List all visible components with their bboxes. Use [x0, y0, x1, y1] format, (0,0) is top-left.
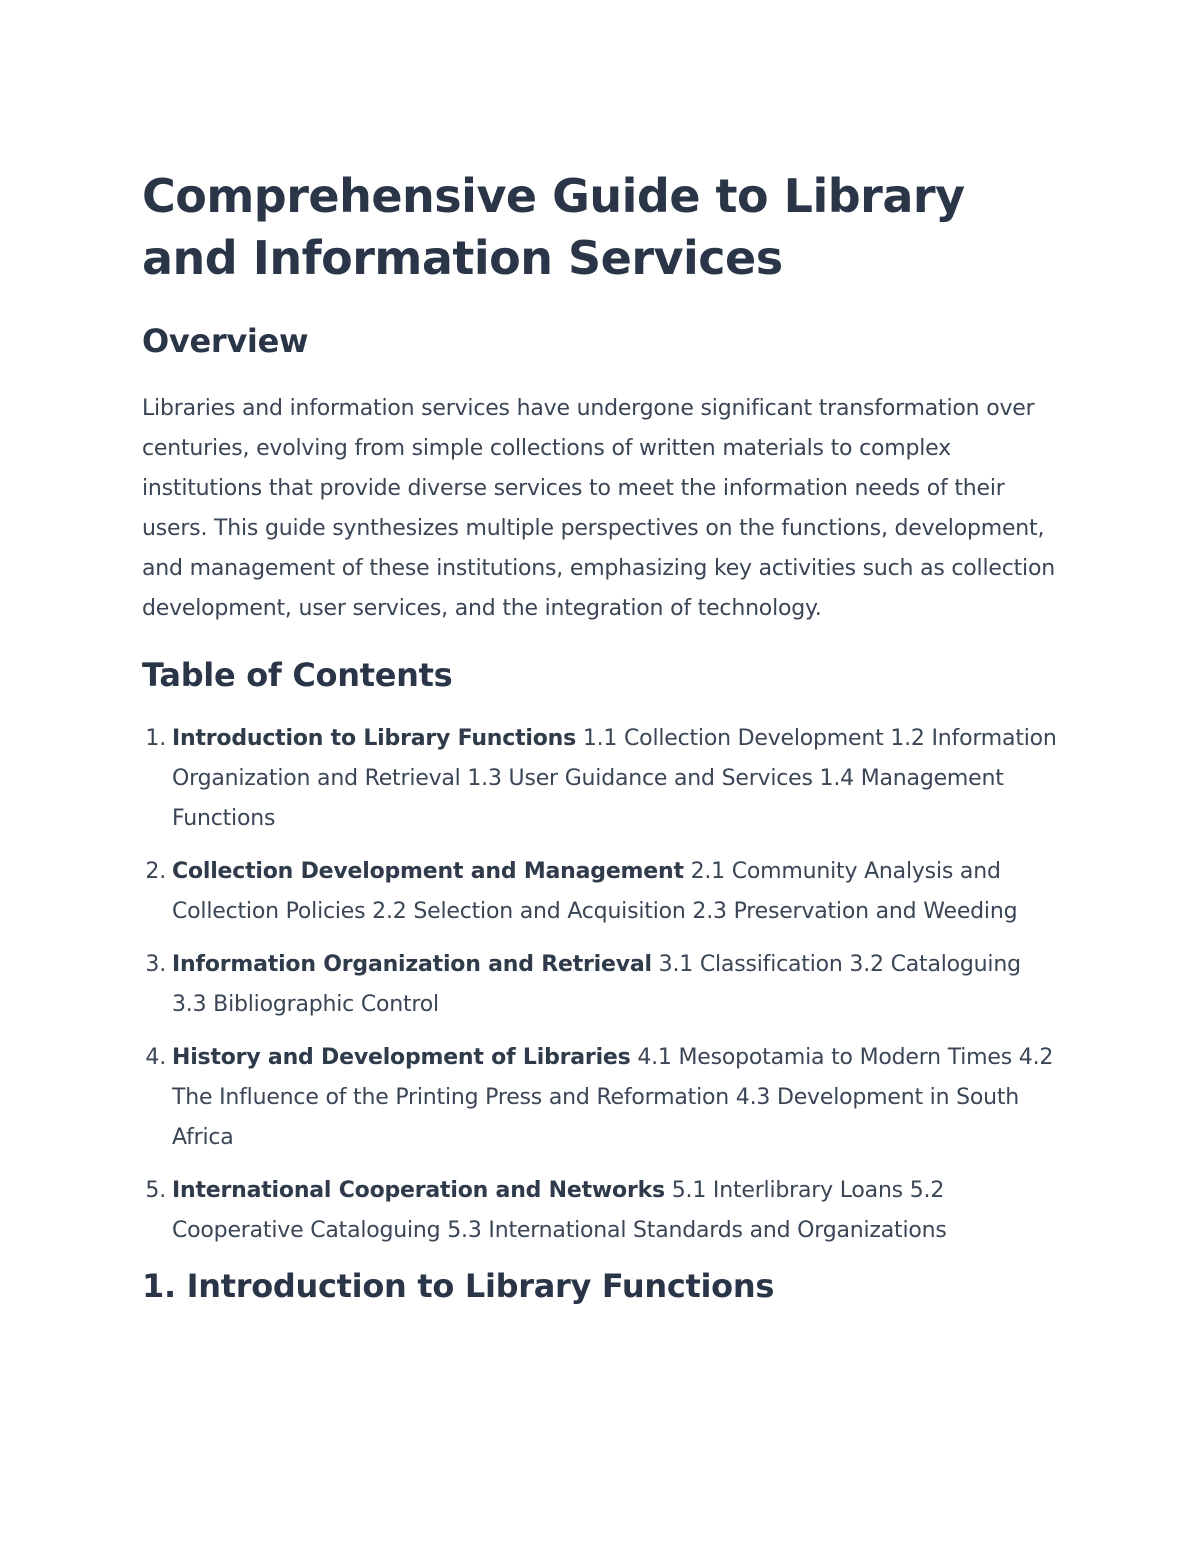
toc-item-subsections: 3.1 Classification 3.2 Cataloguing 3.3 Bibliographic Control [172, 952, 1021, 1017]
toc-item-4 [142, 1038, 1062, 1158]
toc-item-number: 4. [145, 1045, 166, 1070]
toc-item-subsections: 4.1 Mesopotamia to Modern Times 4.2 The Influence of the Printing Press and Reformation 4.3 Development in South Africa [172, 1045, 1054, 1150]
toc-heading: Table of Contents [142, 656, 453, 694]
toc-item-number: 2. [145, 859, 166, 884]
toc-item-1 [142, 719, 1062, 839]
toc-item-number: 3. [145, 952, 166, 977]
document-title: Comprehensive Guide to Library and Information Services [142, 169, 965, 285]
chapter-heading: 1. Introduction to Library Functions [142, 1267, 775, 1305]
toc-item-subsections: 2.1 Community Analysis and Collection Policies 2.2 Selection and Acquisition 2.3 Preservation and Weeding [172, 859, 1018, 924]
toc-item-title: International Cooperation and Networks [172, 1178, 665, 1203]
toc-item-number: 5. [145, 1178, 166, 1203]
toc-item-number: 1. [145, 726, 166, 751]
toc-item-title: Collection Development and Management [172, 859, 684, 884]
toc-item-subsections: 5.1 Interlibrary Loans 5.2 Cooperative Cataloguing 5.3 International Standards and Organizations [172, 1178, 947, 1243]
toc-item-title: Information Organization and Retrieval [172, 952, 652, 977]
overview-heading: Overview [142, 322, 309, 360]
toc-item-5 [142, 1171, 1062, 1251]
toc-item-3 [142, 945, 1062, 1025]
toc-item-subsections: 1.1 Collection Development 1.2 Information Organization and Retrieval 1.3 User Guidance and Services 1.4 Management Functions [172, 726, 1057, 831]
toc-item-2 [142, 852, 1062, 932]
overview-paragraph: Libraries and information services have undergone significant transformation over centuries, evolving from simple collections of written materials to complex institutions that provide diverse services to meet the information needs of their users. This guide synthesizes multiple perspectives on the functions, development, and management of these institutions, emphasizing key activities such as collection development, user services, and the integration of technology. [142, 396, 1055, 621]
table-of-contents [142, 719, 1062, 1251]
toc-item-title: Introduction to Library Functions [172, 726, 577, 751]
toc-item-title: History and Development of Libraries [172, 1045, 631, 1070]
document-page [142, 165, 1062, 1308]
